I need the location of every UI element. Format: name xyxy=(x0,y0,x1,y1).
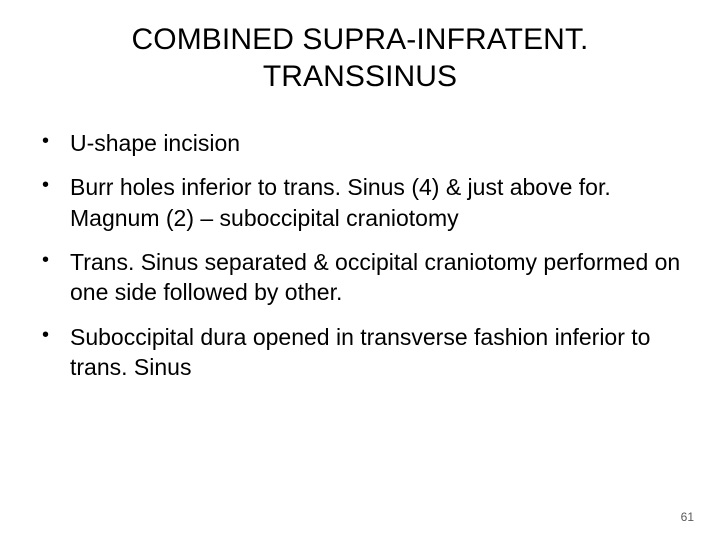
page-title: COMBINED SUPRA-INFRATENT. TRANSSINUS xyxy=(131,23,589,93)
bullet-list xyxy=(34,128,690,397)
slide-number: 61 xyxy=(680,510,694,524)
list-item: • Burr holes inferior to trans. Sinus (4) & just above for. Magnum (2) – suboccipital craniotomy xyxy=(34,172,690,233)
list-item: • U-shape incision xyxy=(34,128,690,158)
list-item: • Suboccipital dura opened in transverse fashion inferior to trans. Sinus xyxy=(34,322,690,383)
list-item: • Trans. Sinus separated & occipital craniotomy performed on one side followed by other. xyxy=(34,247,690,308)
